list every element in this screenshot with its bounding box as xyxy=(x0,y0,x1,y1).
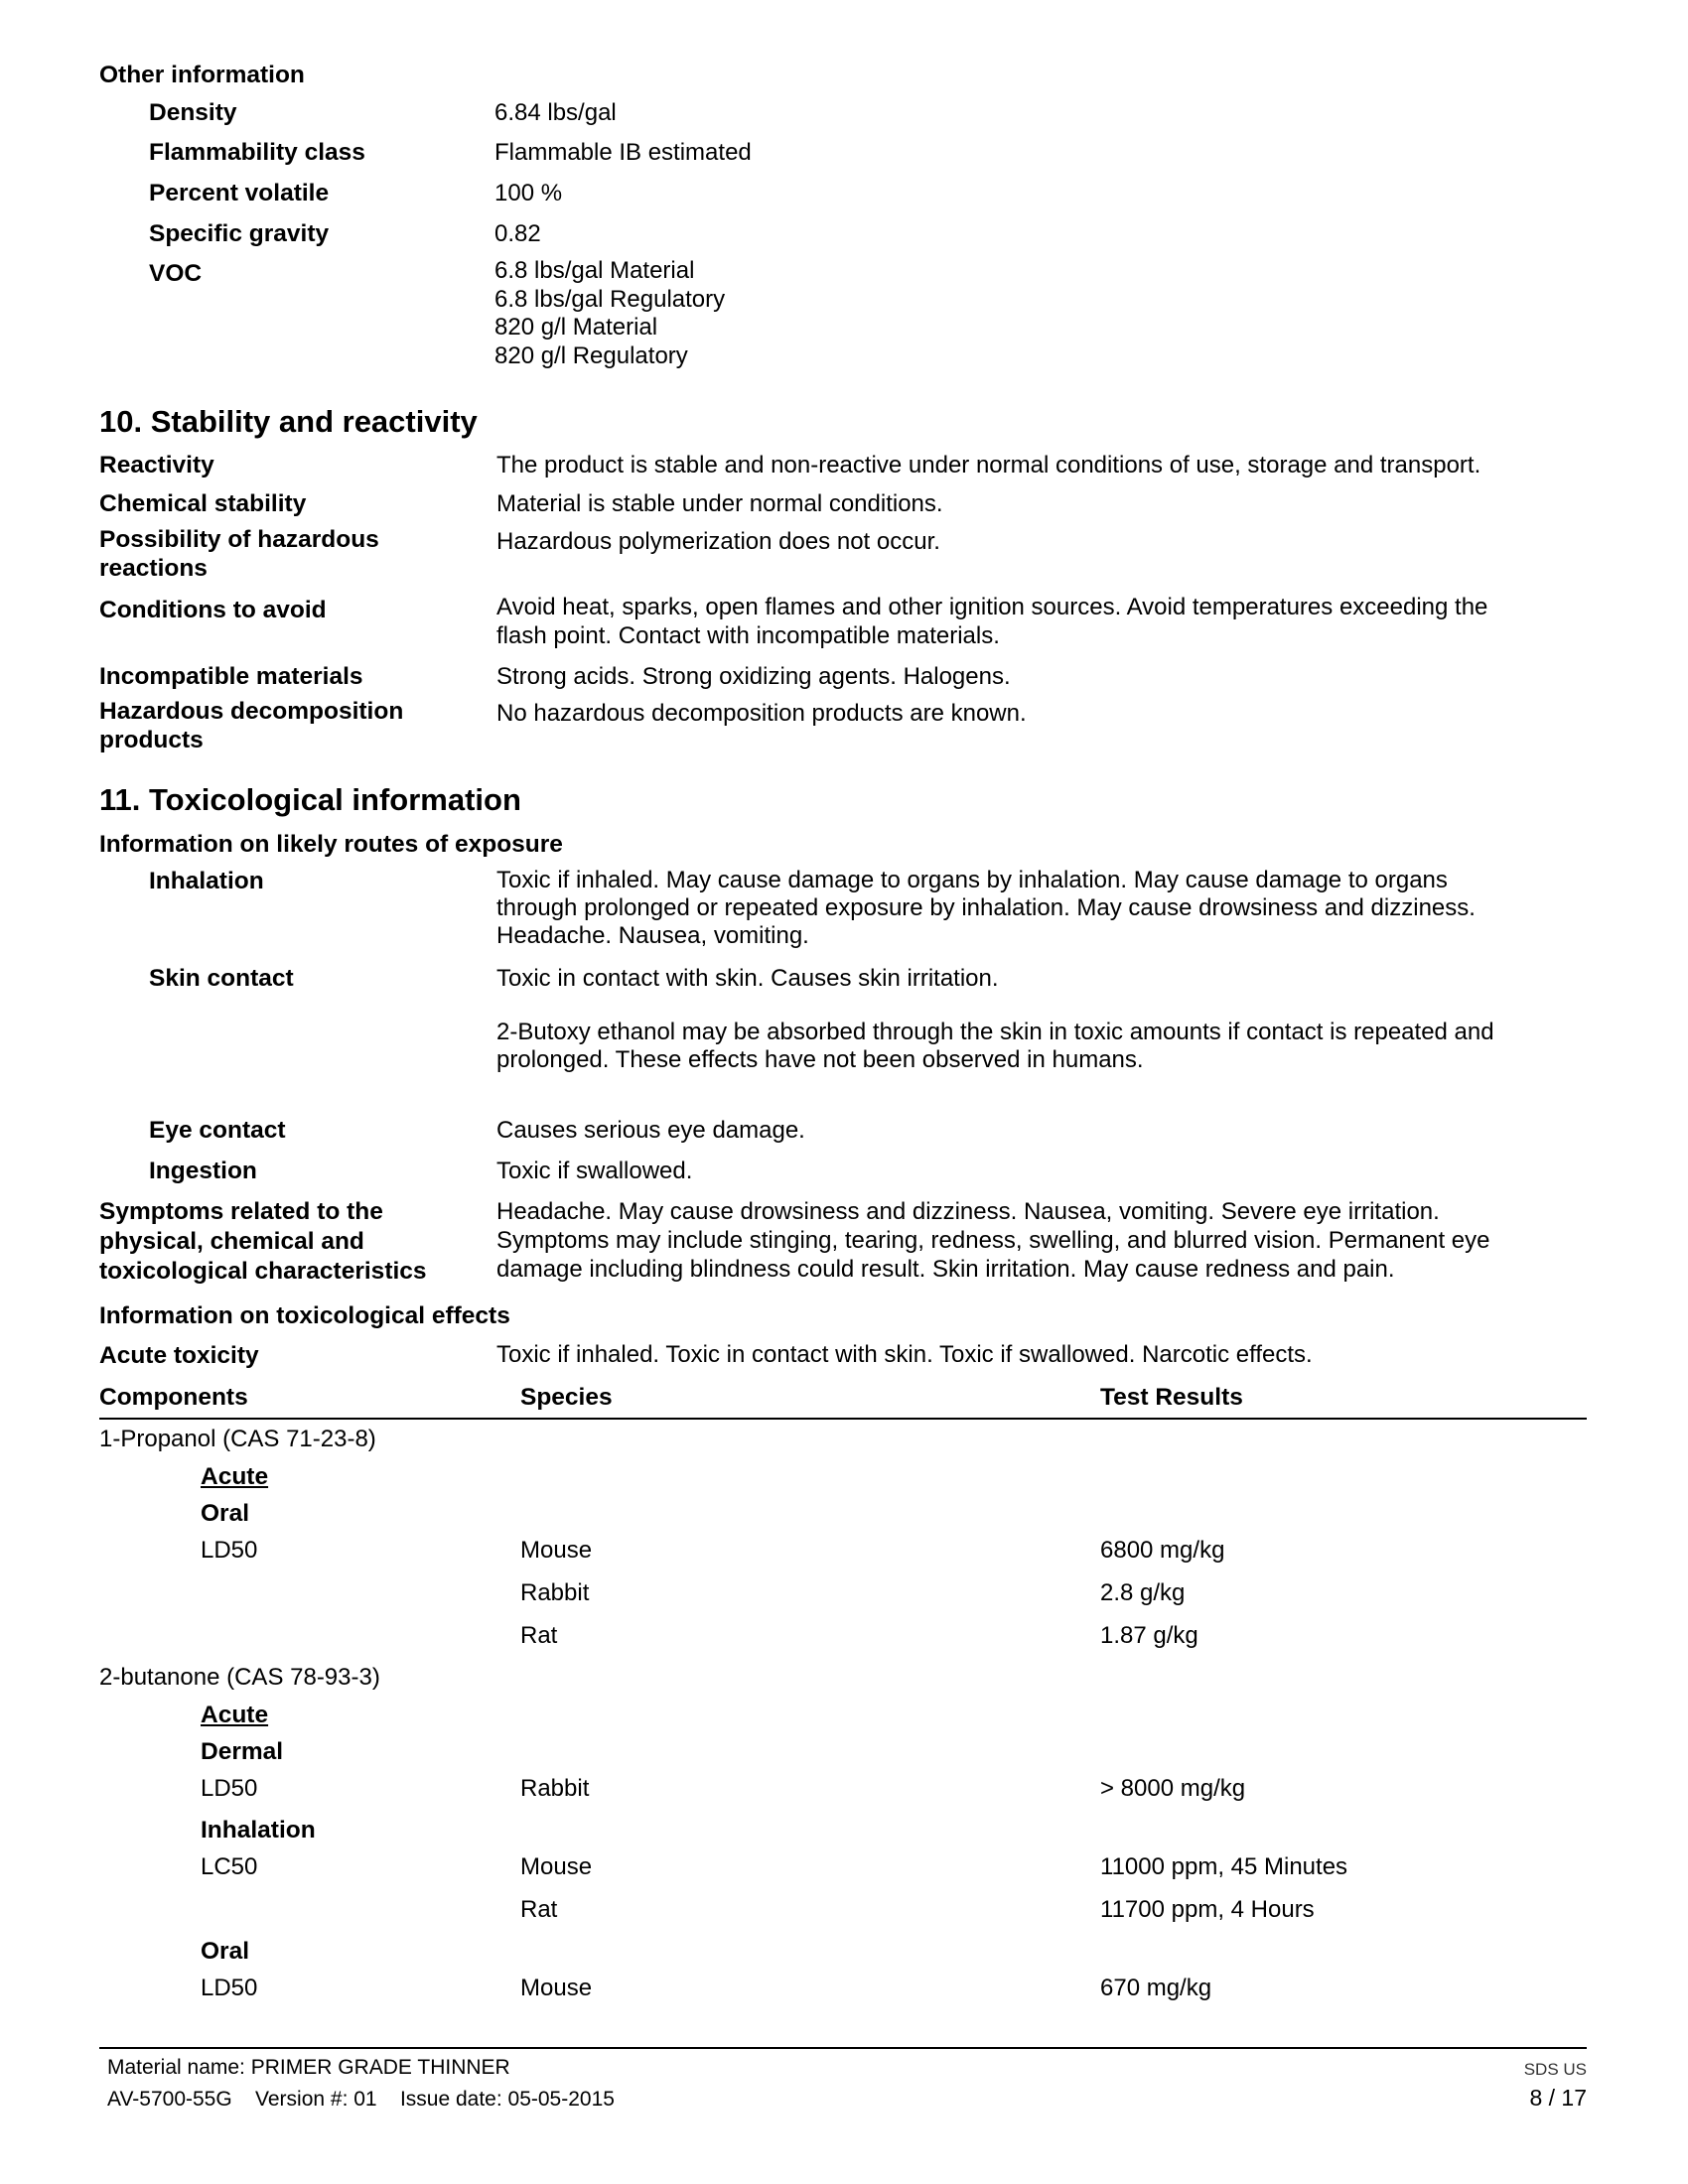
conditions-avoid-label: Conditions to avoid xyxy=(99,597,327,623)
hazardous-reactions-value: Hazardous polymerization does not occur. xyxy=(496,528,940,555)
specific-gravity-value: 0.82 xyxy=(494,220,541,247)
inhalation-value xyxy=(496,867,1476,950)
hazardous-reactions-label xyxy=(99,526,379,583)
effects-heading: Information on toxicological effects xyxy=(99,1302,510,1329)
label-line: reactions xyxy=(99,554,208,582)
label-line: Symptoms related to the xyxy=(99,1198,383,1225)
species-cell: Rabbit xyxy=(520,1579,590,1606)
value-line: Avoid heat, sparks, open flames and other ignition sources. Avoid temperatures exceeding the xyxy=(496,594,1488,620)
density-label: Density xyxy=(149,99,237,126)
value-line: through prolonged or repeated exposure by inhalation. May cause drowsiness and dizziness. xyxy=(496,894,1476,921)
reactivity-label: Reactivity xyxy=(99,452,214,478)
reactivity-value: The product is stable and non-reactive under normal conditions of use, storage and transport. xyxy=(496,452,1481,478)
ingestion-value: Toxic if swallowed. xyxy=(496,1158,693,1184)
value-line: Symptoms may include stinging, tearing, redness, swelling, and blurred vision. Permanent eye xyxy=(496,1227,1490,1254)
footer-rule xyxy=(99,2047,1587,2049)
footer-sds-label: SDS US xyxy=(1523,2060,1587,2079)
species-cell: Mouse xyxy=(520,1853,593,1880)
result-cell: 1.87 g/kg xyxy=(1100,1622,1198,1649)
route-dermal: Dermal xyxy=(201,1738,284,1765)
test-type: LD50 xyxy=(201,1775,258,1802)
voc-label: VOC xyxy=(149,260,203,287)
result-cell: 670 mg/kg xyxy=(1100,1975,1212,2001)
test-type: LC50 xyxy=(201,1853,258,1880)
value-line: Headache. Nausea, vomiting. xyxy=(496,922,809,949)
decomposition-value: No hazardous decomposition products are known. xyxy=(496,700,1027,727)
col-species: Species xyxy=(520,1384,613,1411)
conditions-avoid-value xyxy=(496,594,1487,650)
table-header-rule xyxy=(99,1418,1587,1420)
label-line: Hazardous decomposition xyxy=(99,698,404,725)
flammability-label: Flammability class xyxy=(149,139,365,166)
chemical-stability-label: Chemical stability xyxy=(99,490,307,517)
symptoms-value xyxy=(496,1197,1490,1284)
skin-contact-label: Skin contact xyxy=(149,965,294,992)
species-cell: Rat xyxy=(520,1896,558,1923)
species-cell: Mouse xyxy=(520,1975,593,2001)
incompatible-materials-label: Incompatible materials xyxy=(99,663,363,690)
voc-line: 6.8 lbs/gal Regulatory xyxy=(494,285,726,313)
other-info-heading: Other information xyxy=(99,62,305,88)
result-cell: 6800 mg/kg xyxy=(1100,1537,1225,1564)
section-11-title: 11. Toxicological information xyxy=(99,782,521,817)
value-line: damage including blindness could result. Skin irritation. May cause redness and pain. xyxy=(496,1256,1395,1283)
label-line: products xyxy=(99,726,204,753)
value-line: Headache. May cause drowsiness and dizziness. Nausea, vomiting. Severe eye irritation. xyxy=(496,1198,1440,1225)
density-value: 6.84 lbs/gal xyxy=(494,99,617,126)
value-line: 2-Butoxy ethanol may be absorbed through the skin in toxic amounts if contact is repeated and xyxy=(496,1019,1494,1045)
species-cell: Mouse xyxy=(520,1537,593,1564)
label-line: Possibility of hazardous xyxy=(99,526,379,553)
decomposition-label xyxy=(99,698,403,754)
result-cell: > 8000 mg/kg xyxy=(1100,1775,1246,1802)
col-test-results: Test Results xyxy=(1100,1384,1243,1411)
routes-heading: Information on likely routes of exposure xyxy=(99,831,563,858)
percent-volatile-label: Percent volatile xyxy=(149,180,330,206)
result-cell: 11700 ppm, 4 Hours xyxy=(1100,1896,1315,1923)
route-inhalation: Inhalation xyxy=(201,1817,316,1843)
route-oral: Oral xyxy=(201,1500,250,1527)
inhalation-label: Inhalation xyxy=(149,868,264,894)
acute-toxicity-value: Toxic if inhaled. Toxic in contact with skin. Toxic if swallowed. Narcotic effects. xyxy=(496,1341,1313,1368)
value-line: prolonged. These effects have not been observed in humans. xyxy=(496,1046,1144,1073)
footer-page-number: 8 / 17 xyxy=(1529,2085,1587,2111)
col-components: Components xyxy=(99,1384,248,1411)
flammability-value: Flammable IB estimated xyxy=(494,139,752,166)
footer-doc-info: AV-5700-55G Version #: 01 Issue date: 05-05-2015 xyxy=(107,2088,615,2111)
ingestion-label: Ingestion xyxy=(149,1158,257,1184)
label-line: toxicological characteristics xyxy=(99,1258,427,1285)
component-name: 1-Propanol (CAS 71-23-8) xyxy=(99,1426,376,1452)
skin-contact-value: Toxic in contact with skin. Causes skin irritation. xyxy=(496,965,999,992)
route-oral: Oral xyxy=(201,1938,250,1965)
result-cell: 11000 ppm, 45 Minutes xyxy=(1100,1853,1348,1880)
specific-gravity-label: Specific gravity xyxy=(149,220,330,247)
symptoms-label xyxy=(99,1197,427,1287)
value-line: flash point. Contact with incompatible materials. xyxy=(496,621,1000,649)
eye-contact-value: Causes serious eye damage. xyxy=(496,1117,805,1144)
component-name: 2-butanone (CAS 78-93-3) xyxy=(99,1664,380,1691)
acute-subheading: Acute xyxy=(201,1702,269,1728)
percent-volatile-value: 100 % xyxy=(494,180,563,206)
chemical-stability-value: Material is stable under normal conditions. xyxy=(496,490,943,517)
incompatible-materials-value: Strong acids. Strong oxidizing agents. Halogens. xyxy=(496,663,1011,690)
skin-contact-note xyxy=(496,1019,1494,1074)
test-type: LD50 xyxy=(201,1975,258,2001)
voc-values xyxy=(494,257,725,370)
result-cell: 2.8 g/kg xyxy=(1100,1579,1186,1606)
label-line: physical, chemical and xyxy=(99,1228,364,1255)
test-type: LD50 xyxy=(201,1537,258,1564)
species-cell: Rabbit xyxy=(520,1775,590,1802)
eye-contact-label: Eye contact xyxy=(149,1117,286,1144)
species-cell: Rat xyxy=(520,1622,558,1649)
voc-line: 820 g/l Regulatory xyxy=(494,341,688,369)
voc-line: 6.8 lbs/gal Material xyxy=(494,257,695,284)
footer-material-name: Material name: PRIMER GRADE THINNER xyxy=(107,2056,510,2079)
acute-toxicity-label: Acute toxicity xyxy=(99,1342,259,1369)
voc-line: 820 g/l Material xyxy=(494,314,658,341)
section-10-title: 10. Stability and reactivity xyxy=(99,404,478,439)
value-line: Toxic if inhaled. May cause damage to organs by inhalation. May cause damage to organs xyxy=(496,867,1448,893)
acute-subheading: Acute xyxy=(201,1463,269,1490)
